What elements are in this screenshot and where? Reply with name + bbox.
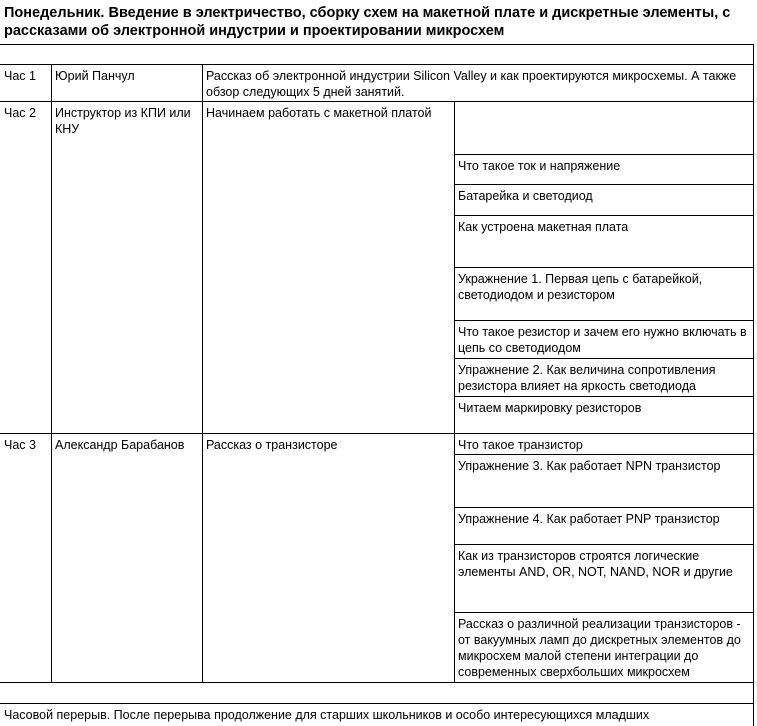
presenter: Александр Барабанов — [55, 438, 185, 452]
subtopic: Укражнение 1. Первая цепь с батарейкой, светодиодом и резистором — [458, 272, 703, 302]
rule — [202, 64, 203, 682]
topic: Рассказ об электронной индустрии Silicon Valley и как проектируются микросхемы. А также обзор следующих 5 дней занятий. — [206, 69, 737, 99]
hour-label: Час 2 — [4, 106, 36, 120]
topic: Начинаем работать с макетной платой — [206, 106, 432, 120]
rule — [51, 64, 52, 682]
break-note: Часовой перерыв. После перерыва продолжение для старших школьников и особо интересующихся младших — [4, 708, 650, 722]
page-title: Понедельник. Введение в электричество, сборку схем на макетной плате и дискретные элементы, с рассказами об электронной индустрии и проектировании микросхем — [4, 5, 731, 39]
hour-label: Час 1 — [4, 69, 36, 83]
subtopic: Как из транзисторов строятся логические элементы AND, OR, NOT, NAND, NOR и другие — [458, 549, 733, 579]
presenter: Юрий Панчул — [55, 69, 135, 83]
subtopic: Как устроена макетная плата — [458, 220, 629, 234]
subtopic: Что такое ток и напряжение — [458, 159, 621, 173]
subtopic: Что такое транзистор — [458, 438, 583, 452]
subtopic: Упражнение 3. Как работает NPN транзистор — [458, 459, 721, 473]
rule — [753, 44, 754, 726]
subtopic — [455, 102, 753, 108]
subtopic: Упражнение 2. Как величина сопротивления резистора влияет на яркость светодиода — [458, 363, 716, 393]
hour-label: Час 3 — [4, 438, 36, 452]
subtopic: Что такое резистор и зачем его нужно включать в цепь со светодиодом — [458, 325, 747, 355]
topic: Рассказ о транзисторе — [206, 438, 338, 452]
subtopic: Рассказ о различной реализации транзисторов - от вакуумных ламп до дискретных элементов до микросхем малой степени интеграции до современных сверхбольших микросхем — [458, 617, 741, 679]
presenter: Инструктор из КПИ или КНУ — [55, 106, 191, 136]
subtopic: Упражнение 4. Как работает PNP транзистор — [458, 512, 720, 526]
subtopic: Читаем маркировку резисторов — [458, 401, 642, 415]
rule — [0, 44, 753, 45]
subtopic: Батарейка и светодиод — [458, 189, 593, 203]
